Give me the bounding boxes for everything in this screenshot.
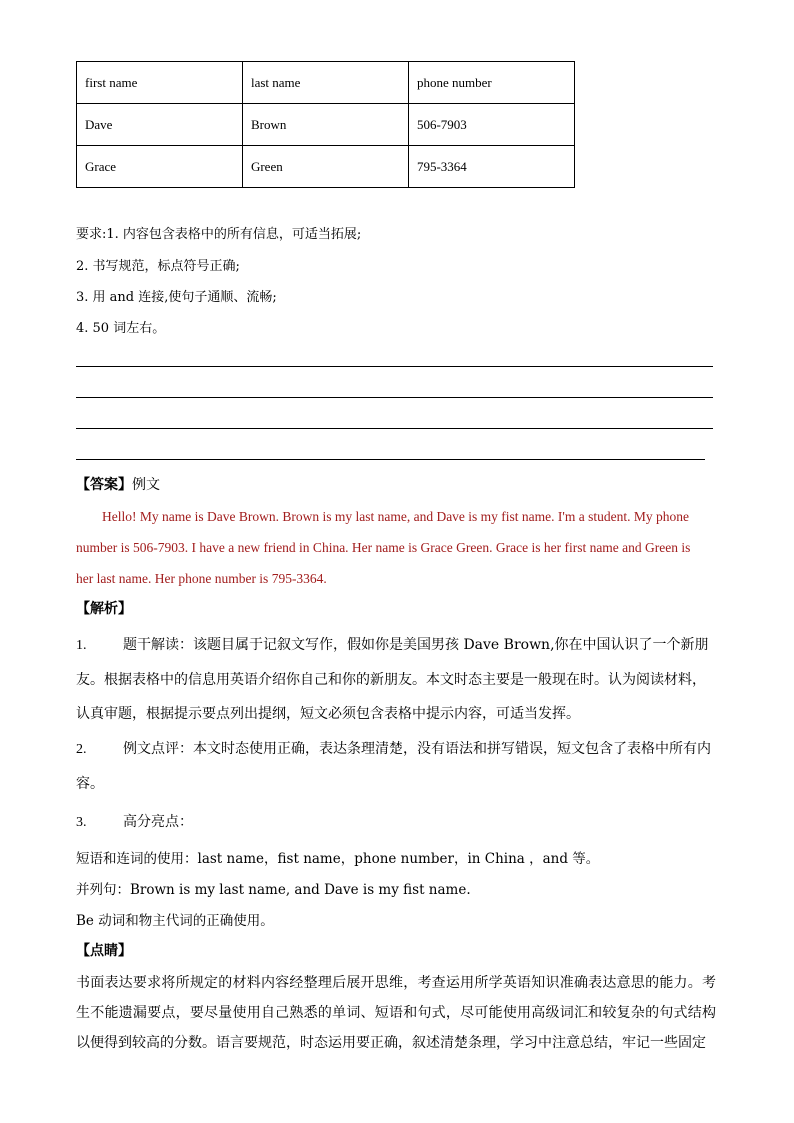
answer-heading bbox=[76, 475, 160, 495]
analysis-heading bbox=[76, 599, 132, 619]
sample-essay bbox=[76, 501, 716, 594]
essay-line: Hello! My name is Dave Brown. Brown is my last name, and Dave is my fist name. I'm a student. My phone bbox=[102, 509, 689, 524]
writing-line bbox=[76, 366, 713, 367]
requirement-line: 3. 用 and 连接,使句子通顺、流畅; bbox=[76, 290, 277, 305]
essay-line: her last name. Her phone number is 795-3364. bbox=[76, 571, 327, 586]
item-number: 1. bbox=[76, 638, 87, 653]
requirement-line: 2. 书写规范，标点符号正确; bbox=[76, 259, 240, 274]
table-cell: first name bbox=[77, 62, 243, 104]
requirement-line: 要求:1. 内容包含表格中的所有信息，可适当拓展; bbox=[76, 227, 362, 242]
essay-line: number is 506-7903. I have a new friend in China. Her name is Grace Green. Grace is her first name and Green is bbox=[76, 540, 691, 555]
requirement-line: 4. 50 词左右。 bbox=[76, 321, 166, 336]
answer-label: 例文 bbox=[132, 477, 160, 493]
phrases-line: 短语和连词的使用：last name，fist name，phone number，in China ，and 等。 bbox=[76, 851, 600, 867]
table-cell: phone number bbox=[408, 62, 574, 104]
table-row bbox=[77, 146, 575, 188]
info-table bbox=[76, 61, 575, 188]
table-row bbox=[77, 62, 575, 104]
writing-line bbox=[76, 428, 713, 429]
analysis-bracket: 【解析】 bbox=[76, 601, 132, 617]
tips-bracket: 【点睛】 bbox=[76, 943, 132, 959]
table-row bbox=[77, 104, 575, 146]
tips-heading bbox=[76, 941, 132, 961]
table-cell: Brown bbox=[242, 104, 408, 146]
analysis-item bbox=[76, 628, 718, 731]
parallel-line: 并列句：Brown is my last name, and Dave is my fist name. bbox=[76, 882, 471, 898]
verbs-line: Be 动词和物主代词的正确使用。 bbox=[76, 913, 274, 929]
table-cell: Green bbox=[242, 146, 408, 188]
table-cell: Dave bbox=[77, 104, 243, 146]
analysis-item bbox=[76, 805, 718, 840]
item-text: 例文点评：本文时态使用正确，表达条理清楚，没有语法和拼写错误，短文包含了表格中所有内容。 bbox=[76, 741, 711, 792]
item-text: 题干解读：该题目属于记叙文写作，假如你是美国男孩 Dave Brown,你在中国认识了一个新朋友。根据表格中的信息用英语介绍你自己和你的新朋友。本文时态主要是一般现在时。认为阅读材料，认真审题，根据提示要点列出提纲，短文必须包含表格中提示内容，可适当发挥。 bbox=[76, 637, 709, 722]
analysis-item bbox=[76, 732, 718, 801]
table-cell: 506-7903 bbox=[408, 104, 574, 146]
writing-line bbox=[76, 397, 713, 398]
item-number: 2. bbox=[76, 742, 87, 757]
item-text: 高分亮点： bbox=[123, 814, 193, 830]
item-number: 3. bbox=[76, 815, 87, 830]
writing-line bbox=[76, 459, 705, 460]
answer-bracket: 【答案】 bbox=[76, 477, 132, 493]
table-cell: Grace bbox=[77, 146, 243, 188]
table-cell: last name bbox=[242, 62, 408, 104]
tips-paragraph: 书面表达要求将所规定的材料内容经整理后展开思维，考查运用所学英语知识准确表达意思的能力。考生不能遗漏要点，要尽量使用自己熟悉的单词、短语和句式，尽可能使用高级词汇和较复杂的句式结构以便得到较高的分数。语言要规范，时态运用要正确，叙述清楚条理，学习中注意总结，牢记一些固定 bbox=[76, 975, 716, 1051]
table-cell: 795-3364 bbox=[408, 146, 574, 188]
